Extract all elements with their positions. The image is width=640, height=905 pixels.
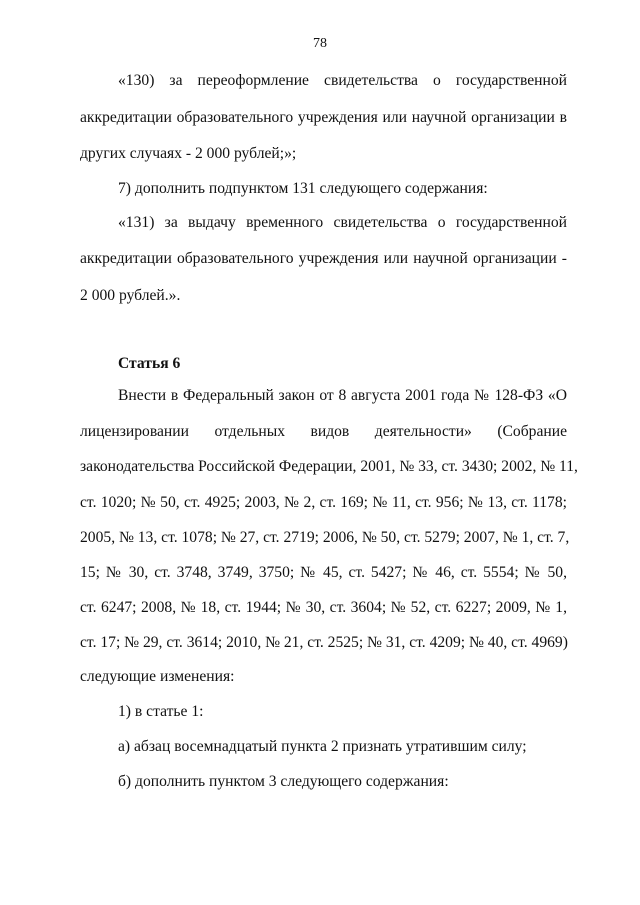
text-line: 2005, № 13, ст. 1078; № 27, ст. 2719; 2006, № 50, ст. 5279; 2007, № 1, ст. 7, [80, 529, 570, 546]
text-line: ст. 1020; № 50, ст. 4925; 2003, № 2, ст. 169; № 11, ст. 956; № 13, ст. 1178; [80, 494, 567, 511]
text-line: других случаях - 2 000 рублей;»; [80, 145, 297, 162]
text-line: следующие изменения: [80, 668, 235, 685]
text-line: ст. 6247; 2008, № 18, ст. 1944; № 30, ст. 3604; № 52, ст. 6227; 2009, № 1, [80, 599, 567, 616]
text-line: 7) дополнить подпунктом 131 следующего содержания: [118, 180, 488, 197]
text-line: аккредитации образовательного учреждения или научной организации в [80, 109, 567, 126]
text-line: 2 000 рублей.». [80, 287, 181, 304]
text-line: аккредитации образовательного учреждения или научной организации - [80, 250, 567, 267]
page-number: 78 [313, 36, 327, 51]
text-line: «130) за переоформление свидетельства о государственной [118, 72, 567, 89]
article-heading: Статья 6 [118, 355, 181, 372]
text-line: 15; № 30, ст. 3748, 3749, 3750; № 45, ст. 5427; № 46, ст. 5554; № 50, [80, 564, 567, 581]
text-line: б) дополнить пунктом 3 следующего содержания: [118, 773, 449, 790]
text-line: Внести в Федеральный закон от 8 августа 2001 года № 128-ФЗ «О [118, 387, 567, 404]
text-line: а) абзац восемнадцатый пункта 2 признать утратившим силу; [118, 738, 527, 755]
text-line: законодательства Российской Федерации, 2001, № 33, ст. 3430; 2002, № 11, [80, 458, 578, 475]
text-line: 1) в статье 1: [118, 703, 204, 720]
text-line: «131) за выдачу временного свидетельства о государственной [118, 214, 567, 231]
text-line: лицензировании отдельных видов деятельности» (Собрание [80, 423, 567, 440]
text-line: ст. 17; № 29, ст. 3614; 2010, № 21, ст. 2525; № 31, ст. 4209; № 40, ст. 4969) [80, 634, 568, 651]
